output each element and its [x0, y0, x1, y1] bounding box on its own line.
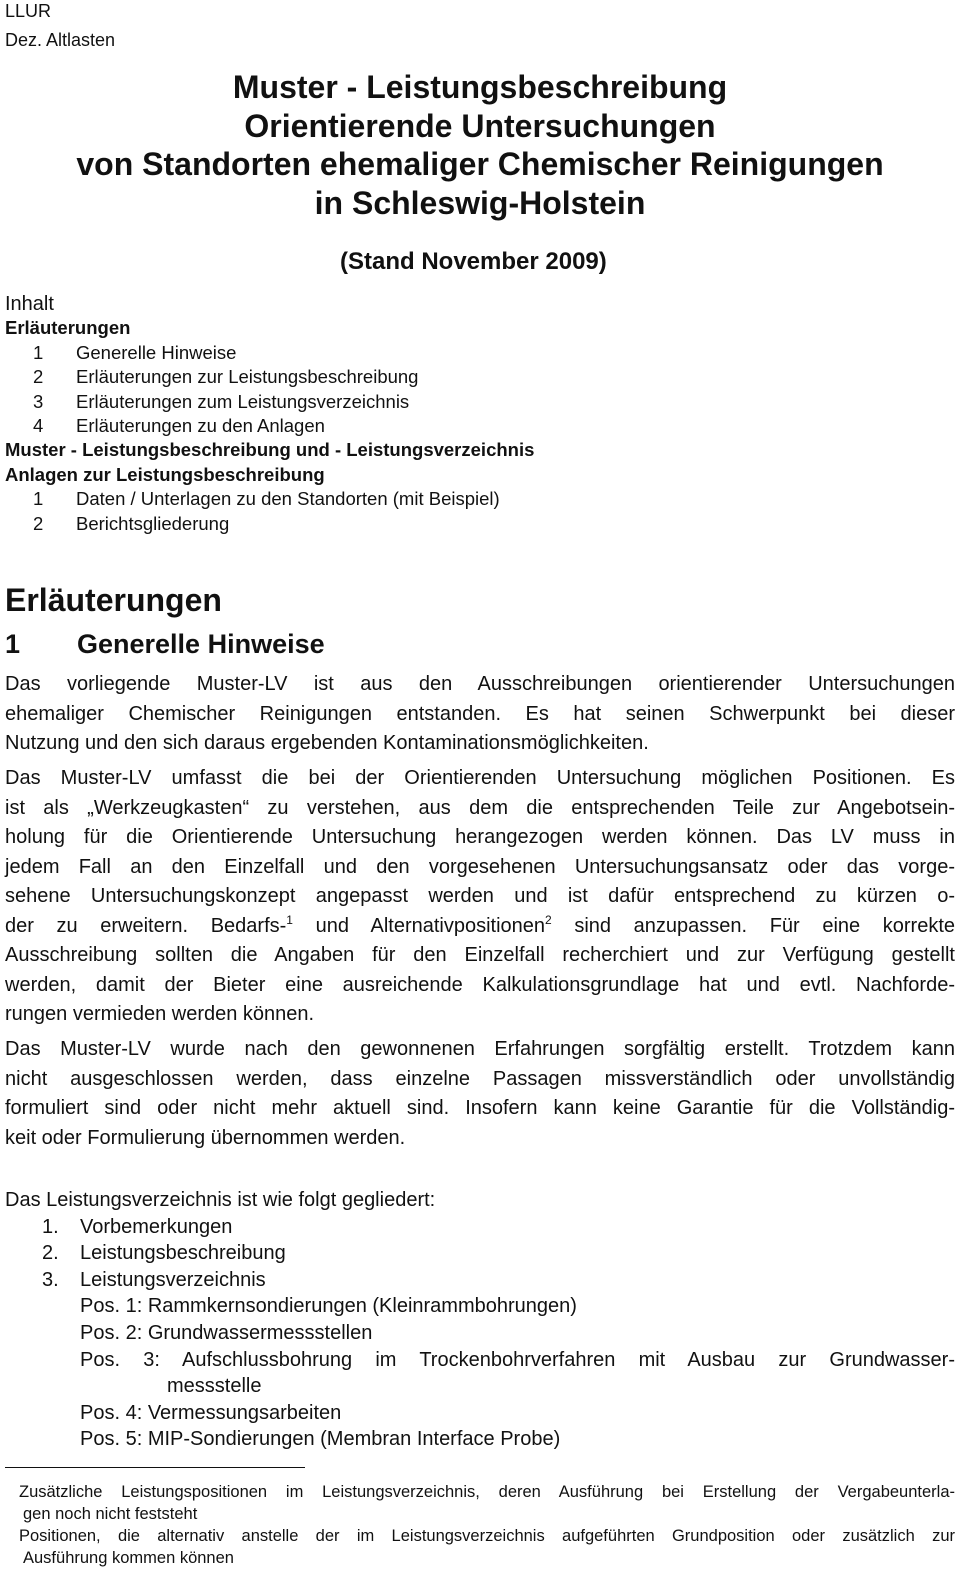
- paragraph-line: Ausschreibung sollten die Angaben für den Einzelfall recherchiert und zur Verfügung gestellt: [5, 944, 955, 966]
- toc-section: Erläuterungen: [5, 317, 131, 339]
- footnote: [5, 1478, 955, 1525]
- position-item: Pos. 4: Vermessungsarbeiten: [80, 1401, 342, 1424]
- paragraph-line: ist als „Werkzeugkasten“ zu verstehen, aus dem die entsprechenden Teile zur Angebotsein-: [5, 796, 955, 819]
- toc-num: 3: [33, 390, 44, 412]
- paragraph: [5, 670, 955, 759]
- list-item: [5, 1214, 955, 1241]
- paragraph-line: ehemaliger Chemischer Reinigungen entstanden. Es hat seinen Schwerpunkt bei dieser: [5, 702, 955, 725]
- section-heading: Erläuterungen: [5, 582, 222, 618]
- toc-label: Erläuterungen zu den Anlagen: [76, 415, 325, 437]
- toc-item: [5, 365, 534, 389]
- footnote-text: Positionen, die alternativ anstelle der im Leistungsverzeichnis aufgeführten Grundposition oder zusätzlich zur: [19, 1527, 955, 1545]
- list-item: [5, 1267, 955, 1294]
- document-date: (Stand November 2009): [340, 248, 607, 275]
- toc-label: Erläuterungen zur Leistungsbeschreibung: [76, 366, 419, 388]
- list-label: Leistungsbeschreibung: [80, 1242, 286, 1265]
- subsection-label: Generelle Hinweise: [77, 629, 325, 659]
- footnote-text: Zusätzliche Leistungspositionen im Leistungsverzeichnis, deren Ausführung bei Erstellung der Vergabeunterla-: [19, 1483, 955, 1501]
- footnote-divider: [5, 1467, 305, 1468]
- paragraph-line: sehene Untersuchungskonzept angepasst werden und ist dafür entsprechend zu kürzen o-: [5, 885, 955, 907]
- position-item: Pos. 3: Aufschlussbohrung im Trockenbohrverfahren mit Ausbau zur Grundwasser-: [80, 1348, 955, 1371]
- position-item: Pos. 2: Grundwassermessstellen: [80, 1321, 373, 1344]
- toc-num: 4: [33, 415, 44, 437]
- paragraph: [5, 1035, 955, 1153]
- header-org: LLUR: [5, 1, 52, 21]
- paragraph-line: der zu erweitern. Bedarfs-$^1$ und Alternativpositionen$^2$ sind anzupassen. Für eine korrekte: [5, 912, 955, 937]
- paragraph-line: keit oder Formulierung übernommen werden.: [5, 1126, 406, 1149]
- list-label: Vorbemerkungen: [80, 1215, 233, 1238]
- title-line: von Standorten ehemaliger Chemischer Reinigungen: [76, 146, 884, 182]
- list-num: 1.: [42, 1215, 59, 1238]
- toc-section: Anlagen zur Leistungsbeschreibung: [5, 463, 325, 485]
- document-title: [0, 68, 960, 222]
- paragraph-line: werden, damit der Bieter eine ausreichende Kalkulationsgrundlage hat und evtl. Nachforde-: [5, 973, 955, 996]
- toc-item: [5, 390, 534, 414]
- paragraph-line: Nutzung und den sich daraus ergebenden Kontaminationsmöglichkeiten.: [5, 732, 649, 754]
- toc-label: Daten / Unterlagen zu den Standorten (mit Beispiel): [76, 488, 500, 510]
- toc-item: [5, 341, 534, 365]
- paragraph-line: Das vorliegende Muster-LV ist aus den Ausschreibungen orientierender Untersuchungen: [5, 673, 955, 695]
- footnote-text: gen noch nicht feststeht: [23, 1504, 198, 1523]
- footnote-mark: [5, 1522, 19, 1544]
- paragraph-line: formuliert sind oder nicht mehr aktuell sind. Insofern kann keine Garantie für die Vollständig-: [5, 1097, 955, 1119]
- position-item: Pos. 1: Rammkernsondierungen (Kleinrammbohrungen): [80, 1295, 577, 1318]
- position-item: Pos. 5: MIP-Sondierungen (Membran Interface Probe): [80, 1428, 561, 1451]
- toc-num: 2: [33, 366, 44, 388]
- list-item: [5, 1240, 955, 1267]
- position-item-continued: messstelle: [167, 1375, 262, 1398]
- toc-label: Berichtsgliederung: [76, 512, 230, 534]
- table-of-contents: [5, 292, 534, 536]
- toc-label: Erläuterungen zum Leistungsverzeichnis: [76, 390, 410, 412]
- list-label: Leistungsverzeichnis: [80, 1268, 266, 1291]
- list-num: 2.: [42, 1242, 59, 1265]
- paragraph-line: nicht ausgeschlossen werden, dass einzelne Passagen missverständlich oder unvollständig: [5, 1067, 955, 1090]
- subsection-heading: [5, 629, 325, 660]
- title-line: Orientierende Untersuchungen: [244, 107, 716, 144]
- toc-num: 2: [33, 512, 44, 534]
- paragraph-line: Das Muster-LV wurde nach den gewonnenen Erfahrungen sorgfältig erstellt. Trotzdem kann: [5, 1038, 955, 1060]
- toc-item: [5, 512, 534, 536]
- subsection-num: 1: [5, 629, 21, 659]
- toc-num: 1: [33, 341, 44, 363]
- footnote-reference: 1: [286, 912, 293, 927]
- title-line: Muster - Leistungsbeschreibung: [232, 69, 728, 105]
- structure-list: [5, 1187, 955, 1453]
- toc-num: 1: [33, 488, 44, 510]
- list-num: 3.: [42, 1268, 59, 1291]
- paragraph-line: rungen vermieden werden können.: [5, 1003, 315, 1025]
- toc-label: Generelle Hinweise: [76, 341, 237, 363]
- toc-item: [5, 414, 534, 438]
- title-line: in Schleswig-Holstein: [314, 184, 646, 221]
- paragraph-line: holung für die Orientierende Untersuchung herangezogen werden können. Das LV muss in: [5, 826, 955, 848]
- toc-heading: Inhalt: [5, 293, 54, 315]
- header-dept: Dez. Altlasten: [5, 30, 116, 50]
- paragraph-line: jedem Fall an den Einzelfall und den vorgesehenen Untersuchungsansatz oder das vorge-: [5, 855, 955, 878]
- footnote-mark: [5, 1478, 19, 1500]
- list-intro: Das Leistungsverzeichnis ist wie folgt gegliedert:: [5, 1189, 436, 1211]
- footnote: [5, 1522, 955, 1569]
- toc-section: Muster - Leistungsbeschreibung und - Leistungsverzeichnis: [5, 439, 535, 461]
- footnote-text: Ausführung kommen können: [23, 1548, 234, 1567]
- paragraph: [5, 764, 955, 1030]
- body-text: [5, 670, 955, 1159]
- paragraph-line: Das Muster-LV umfasst die bei der Orientierenden Untersuchung möglichen Positionen. Es: [5, 767, 955, 789]
- footnote-reference: 2: [545, 912, 552, 927]
- toc-item: [5, 487, 534, 511]
